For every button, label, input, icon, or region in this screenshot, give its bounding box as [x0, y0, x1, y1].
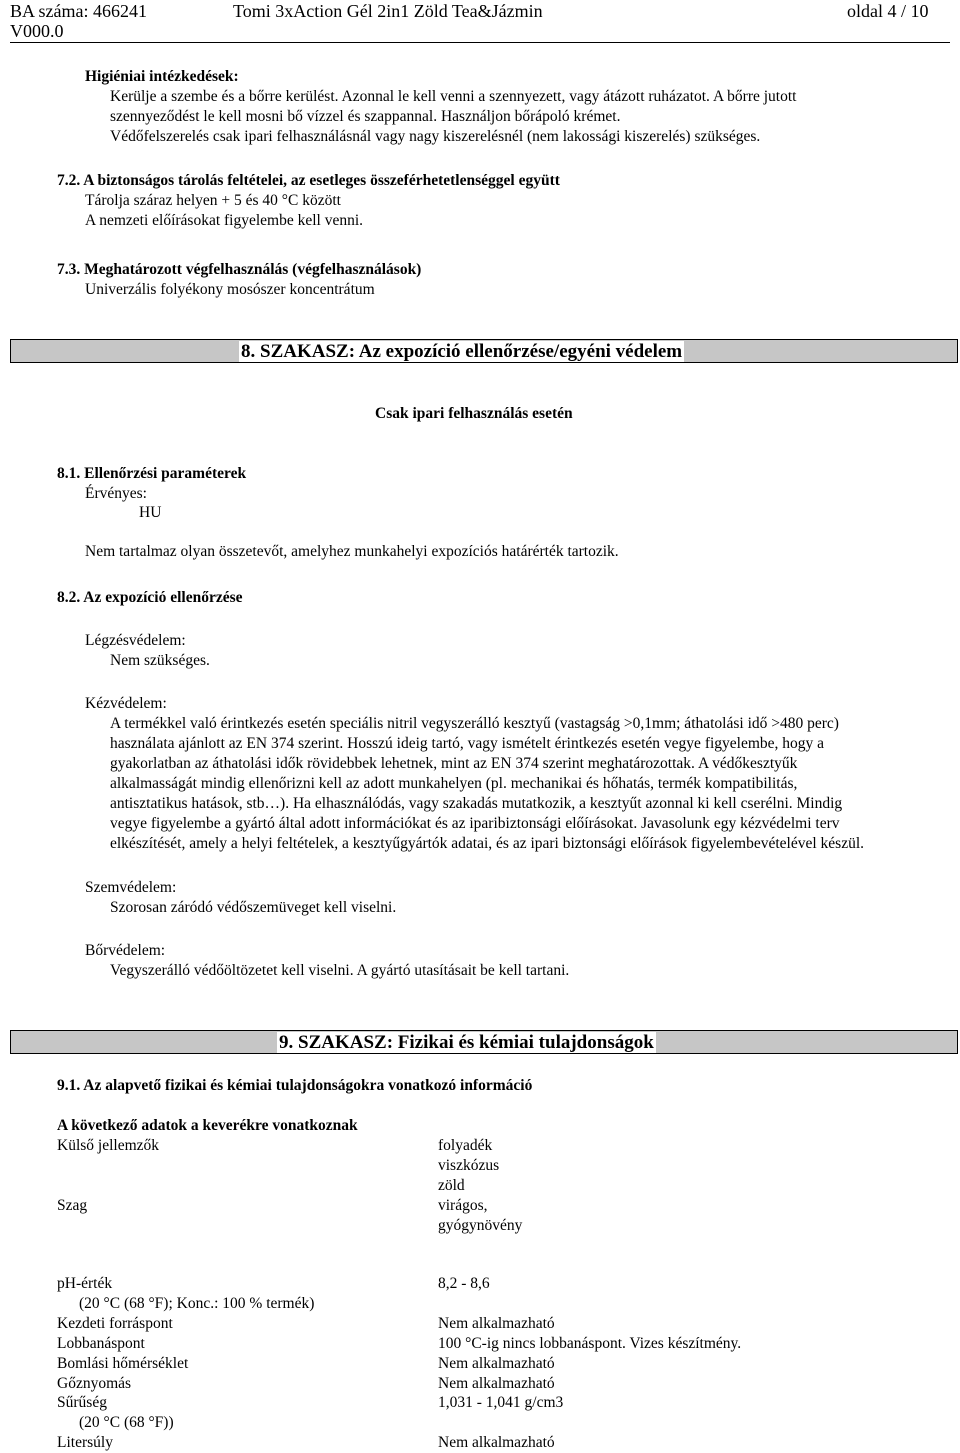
valid-value: HU [139, 504, 162, 521]
hand-line: gyakorlatban az áthatolási idők rövidebbek lehetnek, mint az EN 374 szerint meghatározottak. A védőkesztyűk [110, 755, 798, 772]
property-value: 100 °C-ig nincs lobbanáspont. Vizes készítmény. [438, 1335, 742, 1352]
end-use-line: Univerzális folyékony mosószer koncentrátum [85, 281, 375, 298]
section-7-3-title: 7.3. Meghatározott végfelhasználás (végfelhasználások) [57, 261, 422, 278]
skin-value: Vegyszerálló védőöltözetet kell viselni. A gyártó utasításait be kell tartani. [110, 962, 570, 979]
property-label: pH-érték [57, 1275, 113, 1292]
skin-label: Bőrvédelem: [85, 942, 166, 959]
section-8-title: 8. SZAKASZ: Az expozíció ellenőrzése/egyéni védelem [241, 341, 683, 362]
hygiene-line: Kerülje a szembe és a bőrre kerülést. Azonnal le kell venni a szennyezett, vagy átázott ruházatot. A bőrre jutott [110, 88, 797, 105]
product-name: Tomi 3xAction Gél 2in1 Zöld Tea&Jázmin [233, 1, 543, 21]
property-label: Litersúly [57, 1434, 113, 1451]
respiratory-value: Nem szükséges. [110, 652, 210, 669]
section-8-1-title: 8.1. Ellenőrzési paraméterek [57, 465, 247, 482]
section-9-title: 9. SZAKASZ: Fizikai és kémiai tulajdonságok [279, 1032, 654, 1053]
property-label: Külső jellemzők [57, 1137, 160, 1154]
property-label: Gőznyomás [57, 1375, 132, 1392]
hygiene-line: Védőfelszerelés csak ipari felhasználásnál vagy nagy kiszerelésnél (nem lakossági kiszerelés) szükséges. [110, 128, 761, 145]
page-number: oldal 4 / 10 [847, 1, 929, 21]
storage-line: A nemzeti előírásokat figyelembe kell venni. [85, 212, 364, 229]
hand-line: vegye figyelembe a gyártó által adott információkat és az iparibiztonsági előírásokat. Javasolunk egy kézvédelmi terv [110, 815, 840, 832]
hand-line: használata ajánlott az EN 374 szerint. Hosszú ideig tartó, vagy ismételt érintkezés esetén vegye figyelembe, hogy a [110, 735, 825, 752]
no-limit-components: Nem tartalmaz olyan összetevőt, amelyhez munkahelyi expozíciós határérték tartozik. [85, 543, 619, 560]
property-value: zöld [438, 1177, 465, 1194]
respiratory-label: Légzésvédelem: [85, 632, 186, 649]
hand-line: elkészítését, amely a helyi feltételek, a kesztyűgyártók adatai, és az ipari biztonsági előírások figyelembevételével készül. [110, 835, 865, 852]
property-label: Sűrűség [57, 1394, 107, 1411]
section-8-2-title: 8.2. Az expozíció ellenőrzése [57, 589, 243, 606]
property-value: Nem alkalmazható [438, 1315, 555, 1332]
hand-label: Kézvédelem: [85, 695, 167, 712]
hand-line: alkalmasságát mindig ellenőrizni kell az adott munkahelyen (pl. mechanikai és hőhatás, termék kompatibilitás, [110, 775, 798, 792]
section-8-band [10, 339, 958, 363]
property-value: 8,2 - 8,6 [438, 1275, 490, 1292]
property-value: gyógynövény [438, 1217, 523, 1234]
property-condition: (20 °C (68 °F)) [79, 1414, 174, 1431]
valid-label: Érvényes: [85, 485, 147, 502]
property-value: Nem alkalmazható [438, 1434, 555, 1451]
property-value: virágos, [438, 1197, 488, 1214]
property-value: folyadék [438, 1137, 493, 1154]
property-label: Kezdeti forráspont [57, 1315, 173, 1332]
ba-number: BA száma: 466241 [10, 1, 147, 21]
mixture-title: A következő adatok a keverékre vonatkoznak [57, 1117, 358, 1134]
section-9-band [10, 1030, 958, 1054]
property-label: Szag [57, 1197, 88, 1214]
section-9-1-title: 9.1. Az alapvető fizikai és kémiai tulajdonságokra vonatkozó információ [57, 1077, 533, 1094]
property-label: Bomlási hőmérséklet [57, 1355, 189, 1372]
eye-label: Szemvédelem: [85, 879, 177, 896]
property-value: viszkózus [438, 1157, 500, 1174]
section-7-2-title: 7.2. A biztonságos tárolás feltételei, az esetleges összeférhetetlenséggel együtt [57, 172, 560, 189]
property-value: Nem alkalmazható [438, 1375, 555, 1392]
storage-line: Tárolja száraz helyen + 5 és 40 °C között [85, 192, 341, 209]
hygiene-line: szennyeződést le kell mosni bő vízzel és szappannal. Használjon bőrápoló krémet. [110, 108, 621, 125]
header-divider [10, 42, 950, 43]
property-value: 1,031 - 1,041 g/cm3 [438, 1394, 564, 1411]
eye-value: Szorosan záródó védőszemüveget kell viselni. [110, 899, 397, 916]
property-condition: (20 °C (68 °F); Konc.: 100 % termék) [79, 1295, 315, 1312]
property-label: Lobbanáspont [57, 1335, 145, 1352]
hand-line: antisztatikus hatások, stb…). Ha elhasználódás, vagy szakadás mutatkozik, a kesztyűt azonnal ki kell cserélni. Mindig [110, 795, 843, 812]
hygiene-title: Higiéniai intézkedések: [85, 68, 239, 85]
version: V000.0 [10, 21, 64, 41]
hand-line: A termékkel való érintkezés esetén speciális nitril vegyszerálló kesztyű (vastagság >0,1mm; áthatolási idő >480 perc) [110, 715, 839, 732]
industrial-use-subtitle: Csak ipari felhasználás esetén [375, 405, 573, 422]
property-value: Nem alkalmazható [438, 1355, 555, 1372]
